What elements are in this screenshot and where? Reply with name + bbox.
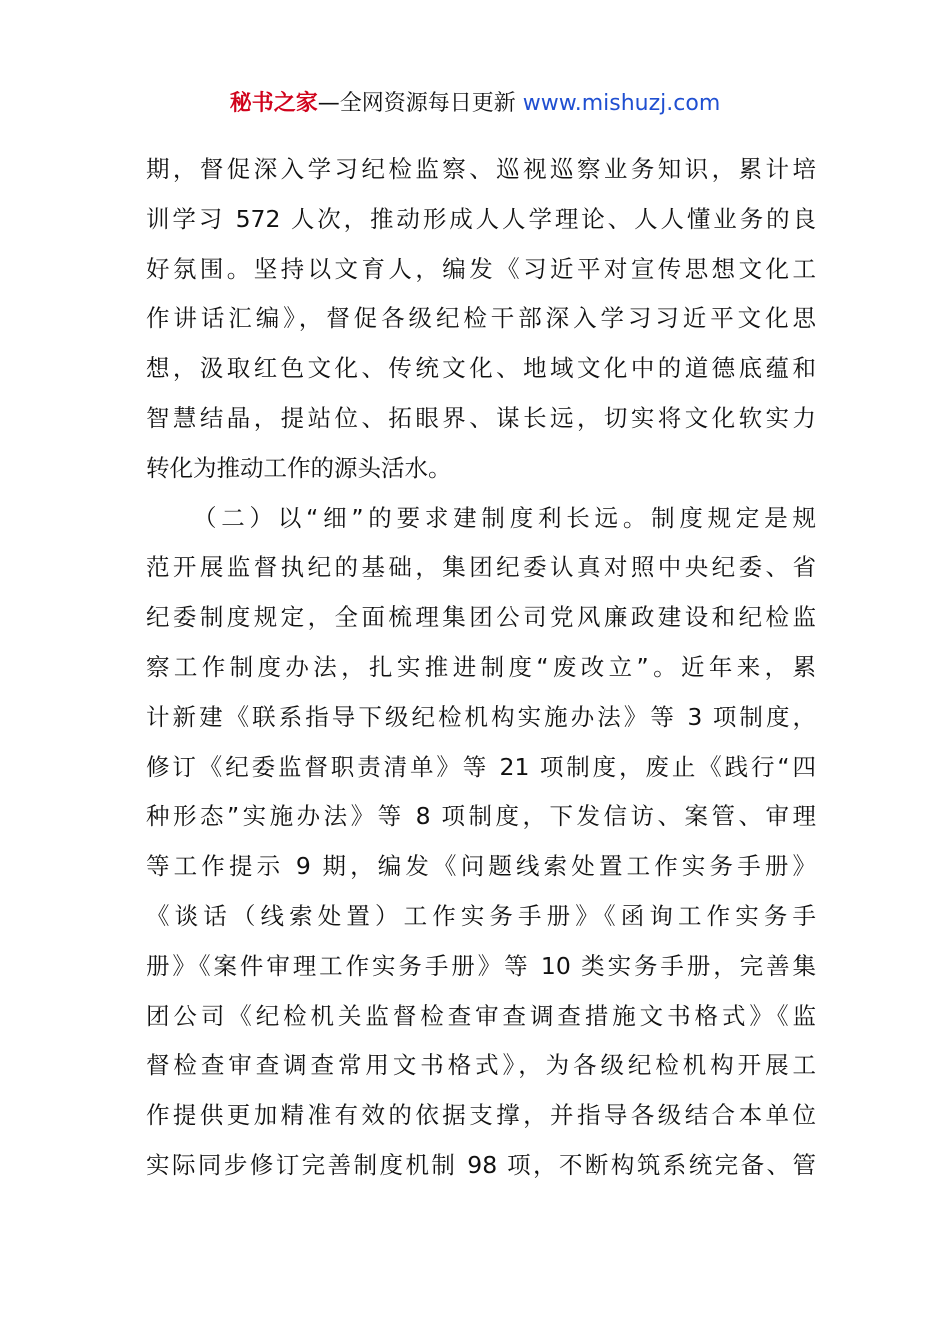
- site-url-link[interactable]: www.mishuzj.com: [522, 91, 721, 116]
- text-line: 种形态”实施办法》等 8 项制度，下发信访、案管、审理: [146, 802, 816, 831]
- text-line: 团公司《纪检机关监督检查审查调查措施文书格式》《监: [146, 1001, 816, 1030]
- paragraph-1: [146, 145, 816, 494]
- text-line: 好氛围。坚持以文育人，编发《习近平对宣传思想文化工: [146, 254, 816, 283]
- paragraph-2: [146, 494, 816, 1191]
- text-line: 想，汲取红色文化、传统文化、地域文化中的道德底蕴和: [146, 354, 816, 383]
- text-line: 计新建《联系指导下级纪检机构实施办法》等 3 项制度，: [146, 702, 816, 731]
- text-line: 实际同步修订完善制度机制 98 项，不断构筑系统完备、管: [146, 1150, 816, 1179]
- text-line: 修订《纪委监督职责清单》等 21 项制度，废止《践行“四: [146, 752, 816, 781]
- section-heading-line: （二）以“细”的要求建制度利长远。制度规定是规: [193, 503, 816, 532]
- text-line: 期，督促深入学习纪检监察、巡视巡察业务知识，累计培: [146, 155, 816, 183]
- brand-name: 秘书之家: [229, 91, 318, 116]
- page-header: [0, 86, 950, 122]
- text-line: 察工作制度办法，扎实推进制度“废改立”。近年来，累: [146, 652, 816, 681]
- text-line: 范开展监督执纪的基础，集团纪委认真对照中央纪委、省: [146, 553, 816, 582]
- text-line: 训学习 572 人次，推动形成人人学理论、人人懂业务的良: [146, 204, 816, 233]
- text-line: 册》《案件审理工作实务手册》等 10 类实务手册，完善集: [146, 951, 816, 980]
- text-line: 转化为推动工作的源头活水。: [146, 453, 452, 482]
- text-line: 《谈话（线索处置）工作实务手册》《函询工作实务手: [146, 901, 816, 930]
- header-tagline: —全网资源每日更新: [317, 91, 523, 116]
- text-line: 智慧结晶，提站位、拓眼界、谋长远，切实将文化软实力: [146, 403, 816, 432]
- text-line: 纪委制度规定，全面梳理集团公司党风廉政建设和纪检监: [146, 603, 816, 632]
- text-line: 督检查审查调查常用文书格式》，为各级纪检机构开展工: [146, 1051, 816, 1080]
- text-line: 作提供更加精准有效的依据支撑，并指导各级结合本单位: [146, 1101, 816, 1130]
- document-body: [146, 145, 816, 1191]
- text-line: 等工作提示 9 期，编发《问题线索处置工作实务手册》: [146, 852, 816, 881]
- text-line: 作讲话汇编》，督促各级纪检干部深入学习习近平文化思: [146, 304, 816, 333]
